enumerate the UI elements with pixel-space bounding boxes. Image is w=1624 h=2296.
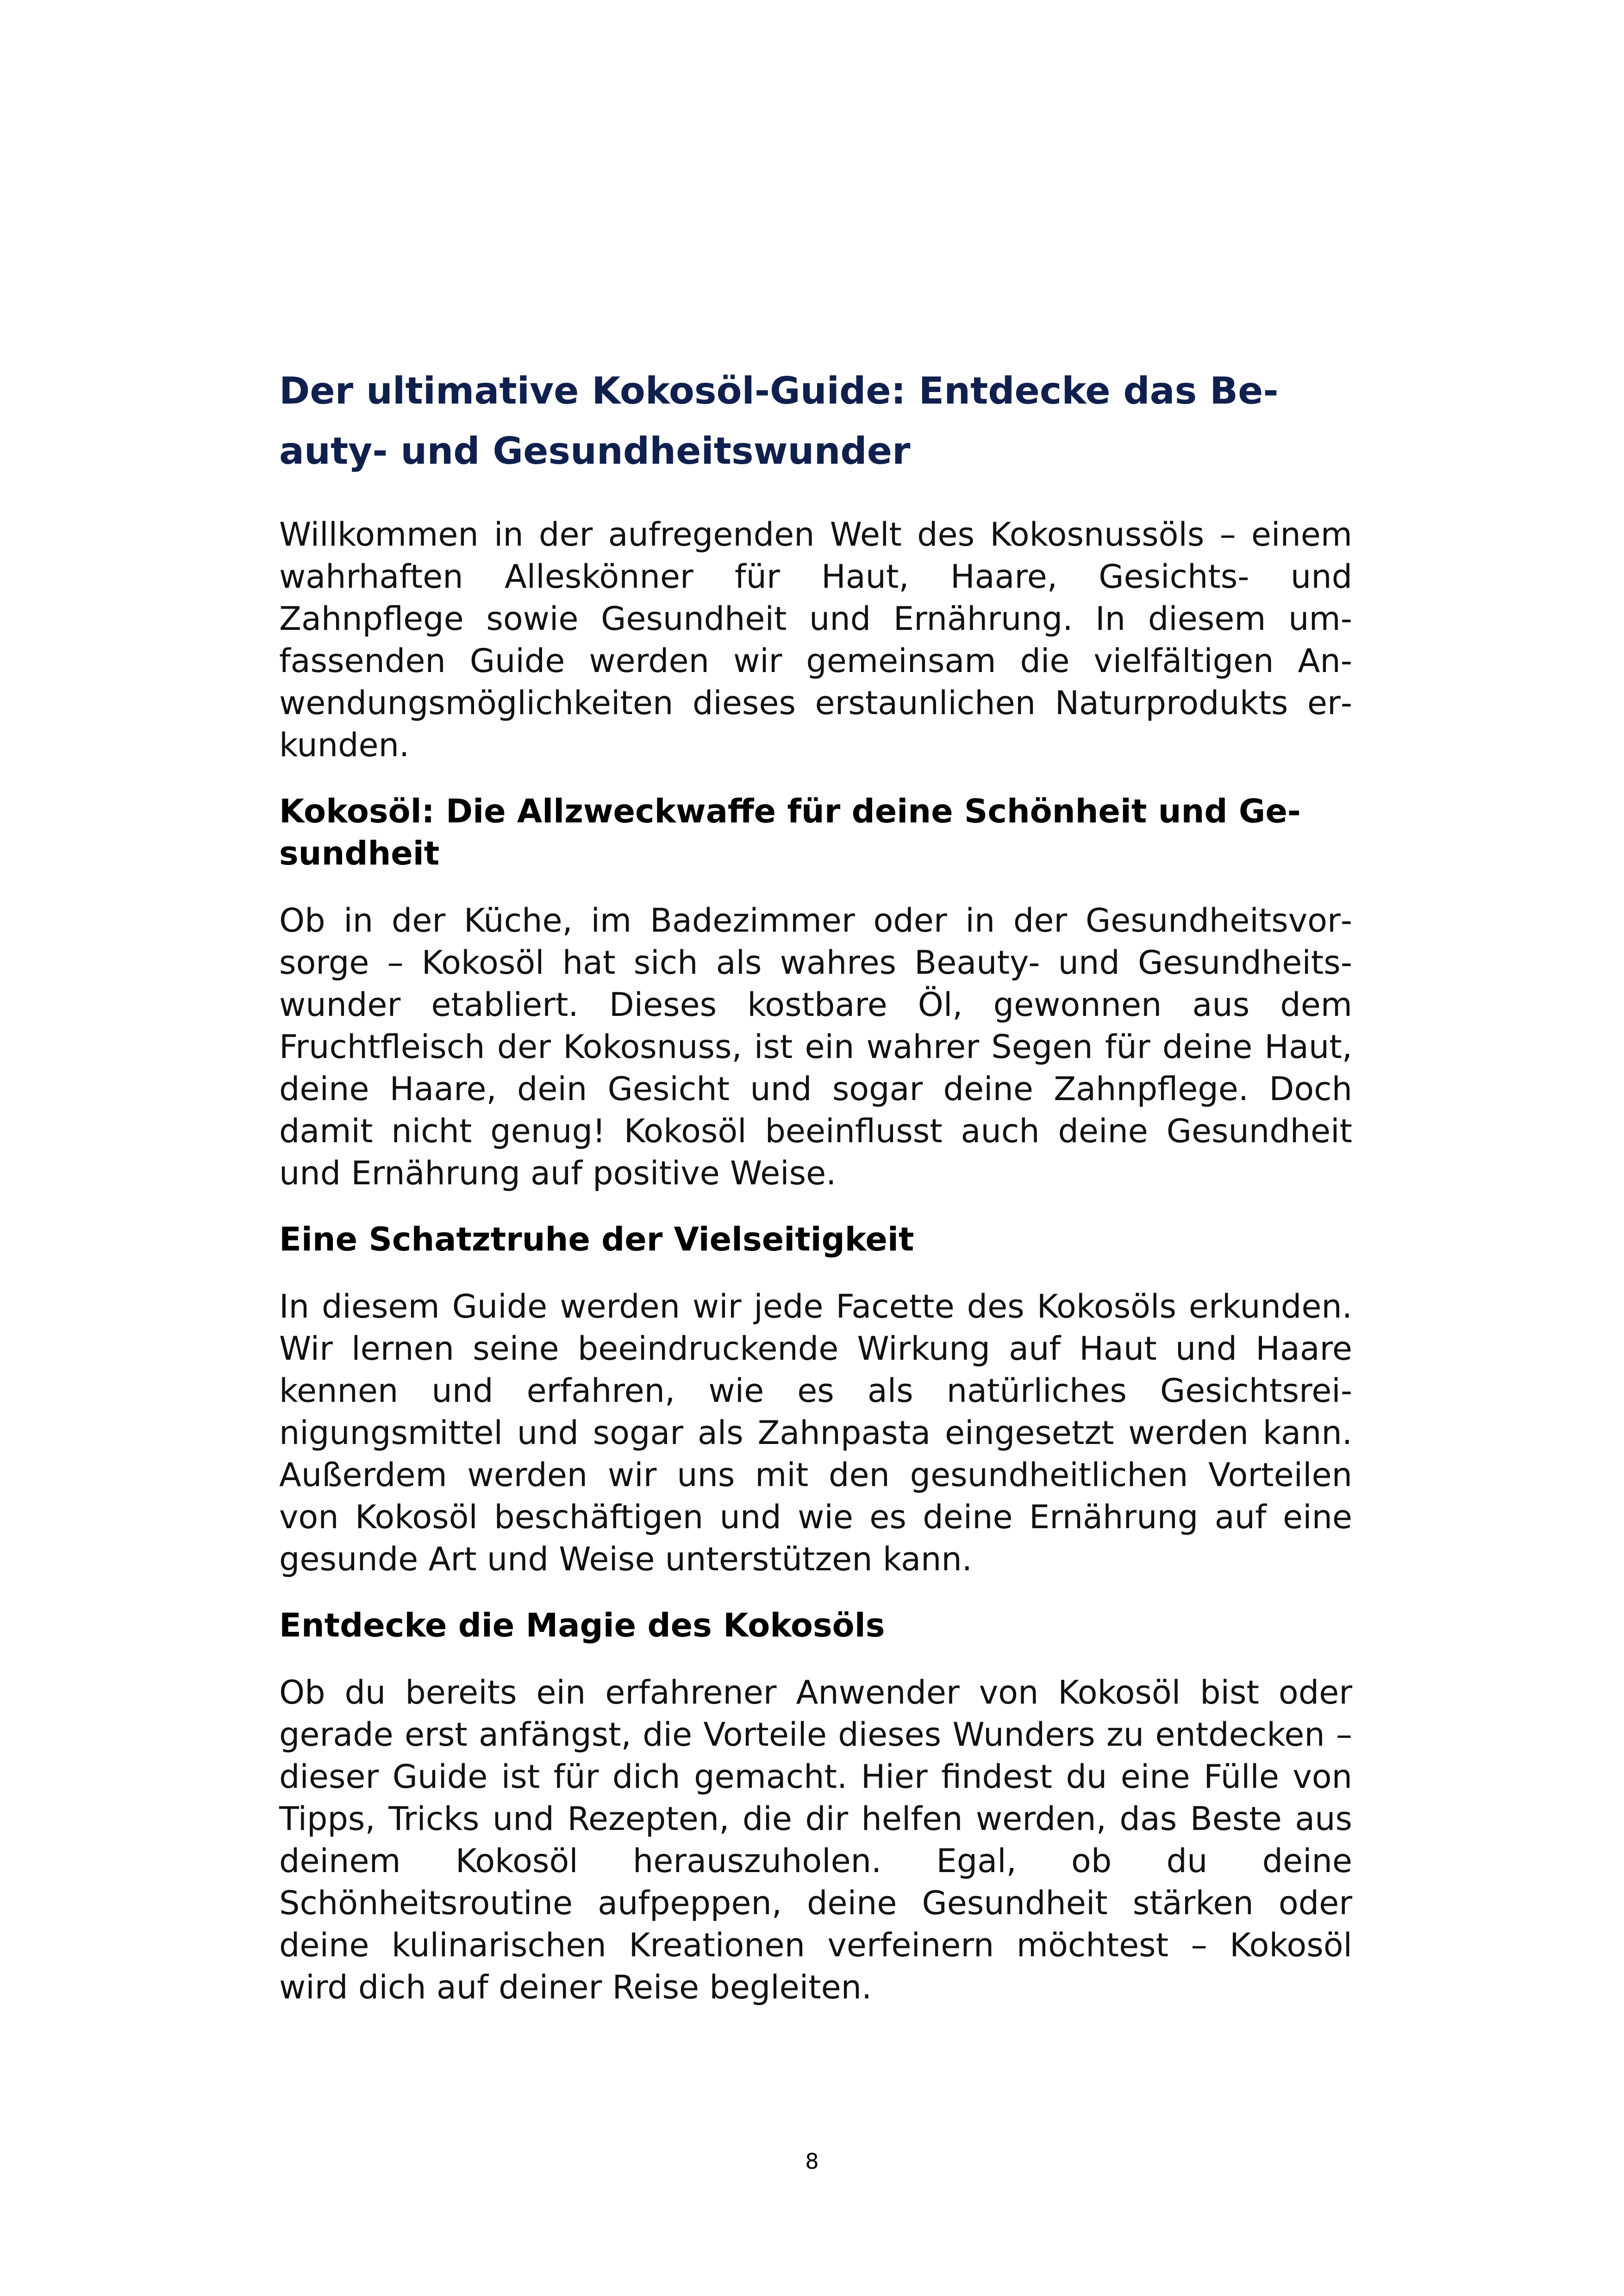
section-heading-allzweckwaffe: Kokosöl: Die Allzweckwaffe für deine Schönheit und Gesundheit xyxy=(279,792,1301,872)
intro-paragraph: Willkommen in der aufregenden Welt des Kokosnussöls – einem wahrhaften Alleskönner für Haut, Haare, Gesichts- und Zahnpflege sowie Gesundheit und Ernährung. In diesem umfassenden Guide werden wir gemeinsam die vielfältigen Anwendungsmöglichkeiten dieses erstaunlichen Naturprodukts erkunden. xyxy=(279,516,1352,764)
section-heading-schatztruhe: Eine Schatztruhe der Vielseitigkeit xyxy=(279,1220,914,1258)
section-paragraph-allzweckwaffe: Ob in der Küche, im Badezimmer oder in der Gesundheitsvorsorge – Kokosöl hat sich als wahres Beauty- und Gesundheitswunder etabliert. Dieses kostbare Öl, gewonnen aus dem Fruchtfleisch der Kokosnuss, ist ein wahrer Segen für deine Haut, deine Haare, dein Gesicht und sogar deine Zahnpflege. Doch damit nicht genug! Kokosöl beeinflusst auch deine Gesundheit und Ernährung auf positive Weise. xyxy=(279,902,1352,1192)
section-paragraph-magie: Ob du bereits ein erfahrener Anwender von Kokosöl bist oder gerade erst anfängst, die Vorteile dieses Wunders zu entdecken – dieser Guide ist für dich gemacht. Hier findest du eine Fülle von Tipps, Tricks und Rezepten, die dir helfen werden, das Beste aus deinem Kokosöl herauszuholen. Egal, ob du deine Schönheitsroutine aufpeppen, deine Gesundheit stärken oder deine kulinarischen Kreationen verfeinern möchtest – Kokosöl wird dich auf deiner Reise begleiten. xyxy=(279,1674,1352,2006)
section-paragraph-schatztruhe: In diesem Guide werden wir jede Facette des Kokosöls erkunden. Wir lernen seine beeindruckende Wirkung auf Haut und Haare kennen und erfahren, wie es als natürliches Gesichtsreinigungsmittel und sogar als Zahnpasta eingesetzt werden kann. Außerdem werden wir uns mit den gesundheitlichen Vorteilen von Kokosöl beschäftigen und wie es deine Ernährung auf eine gesunde Art und Weise unterstützen kann. xyxy=(279,1288,1352,1578)
page-number: 8 xyxy=(805,2149,819,2174)
page-title: Der ultimative Kokosöl-Guide: Entdecke das Beauty- und Gesundheitswunder xyxy=(279,369,1279,473)
section-heading-magie: Entdecke die Magie des Kokosöls xyxy=(279,1606,885,1644)
page-content xyxy=(279,361,1352,2033)
